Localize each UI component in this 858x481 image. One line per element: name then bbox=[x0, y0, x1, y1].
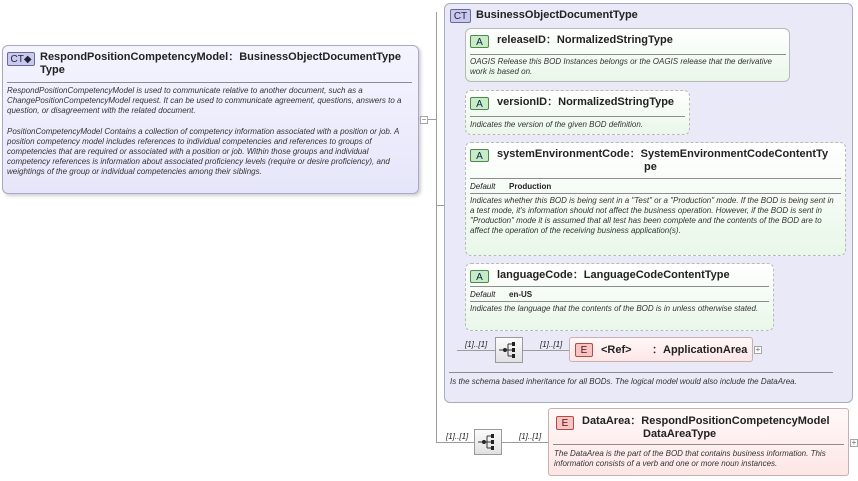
sequence-multiplicity-right: [1]..[1] bbox=[540, 340, 563, 349]
dataarea-description: The DataArea is the part of the BOD that contains business information. This information consists of a verb and one or more noun instances. bbox=[554, 449, 826, 468]
element-badge-icon: E bbox=[575, 343, 593, 357]
attribute-description: Indicates the language that the contents of the BOD is in unless otherwise stated. bbox=[470, 304, 759, 313]
element-data-area[interactable] bbox=[548, 408, 849, 476]
dataarea-multiplicity-right: [1]..[1] bbox=[519, 432, 542, 441]
root-description-2: PositionCompetencyModel Contains a collection of competency information associated with a position or job. A position competency model includes references to individual competencies and references to groups of competencies that are required or associated with a position or job. Within those groups and individual competency references is information about associated proficiency levels (require or desire proficiency), and weightings of the group or individual competencies among their siblings. bbox=[7, 127, 400, 176]
root-separator bbox=[7, 82, 412, 83]
connector-to-dataarea-seq bbox=[436, 442, 474, 443]
default-value: en-US bbox=[509, 290, 533, 299]
element-ref-label: <Ref> bbox=[601, 344, 632, 356]
element-application-area[interactable] bbox=[569, 337, 753, 362]
attribute-language-code[interactable] bbox=[465, 263, 774, 331]
attribute-title: releaseID：NormalizedStringType bbox=[497, 34, 673, 46]
bod-description: Is the schema based inheritance for all BODs. The logical model would also include the DataArea. bbox=[450, 377, 797, 386]
collapse-toggle-icon[interactable]: − bbox=[421, 115, 427, 124]
attribute-separator bbox=[470, 193, 841, 194]
connector-dataarea-seq-out bbox=[502, 442, 548, 443]
sequence-multiplicity-left: [1]..[1] bbox=[465, 340, 488, 349]
attribute-separator bbox=[470, 286, 769, 287]
root-complex-type-box[interactable] bbox=[2, 45, 419, 194]
root-type-title: RespondPositionCompetencyModel：BusinessObjectDocumentType Type bbox=[40, 51, 402, 76]
dataarea-multiplicity-left: [1]..[1] bbox=[446, 432, 469, 441]
attribute-title-line2: pe bbox=[644, 161, 657, 173]
sequence-compositor-icon[interactable] bbox=[474, 429, 502, 455]
complex-type-badge-icon: CT◆ bbox=[7, 52, 35, 66]
default-value: Production bbox=[509, 182, 552, 191]
connector-vertical-bus bbox=[436, 12, 437, 442]
connector-to-bod bbox=[436, 205, 444, 206]
connector-seq-out bbox=[523, 350, 569, 351]
attribute-title: languageCode：LanguageCodeContentType bbox=[497, 269, 730, 281]
attribute-description: Indicates whether this BOD is being sent in a "Test" or a "Production" mode. If the BOD is being sent in a test mode, it's information should not affect the business operation. However, if the BOD is sent in "Production" mode it is assumed that all test has been complete and the contents of the BOD are to affect the operation of the receiving business application(s). bbox=[470, 196, 834, 235]
dataarea-title-line2: DataAreaType bbox=[643, 428, 717, 440]
attribute-description: Indicates the version of the given BOD definition. bbox=[470, 120, 643, 129]
element-badge-icon: E bbox=[556, 416, 574, 430]
root-description-1: RespondPositionCompetencyModel is used to communicate relative to another document, such as a ChangePositionCompetencyModel request. It can be used to communicate agreement, questions, answers to a question, or disagreement with the related document. bbox=[7, 86, 402, 115]
sequence-compositor-icon[interactable] bbox=[495, 337, 523, 363]
connector-seq-in bbox=[457, 350, 495, 351]
attribute-title: versionID：NormalizedStringType bbox=[497, 96, 675, 108]
dataarea-title-line1: DataArea：RespondPositionCompetencyModel bbox=[582, 415, 830, 427]
business-object-document-type-box[interactable] bbox=[444, 3, 853, 403]
complex-type-badge-icon: CT bbox=[450, 9, 471, 23]
bod-type-title: BusinessObjectDocumentType bbox=[476, 9, 638, 21]
attribute-badge-icon: A bbox=[470, 270, 489, 283]
attribute-separator bbox=[470, 301, 769, 302]
attribute-system-environment-code[interactable] bbox=[465, 142, 846, 256]
expand-toggle-icon[interactable]: + bbox=[755, 345, 761, 354]
attribute-badge-icon: A bbox=[470, 35, 489, 48]
attribute-separator bbox=[470, 116, 685, 117]
bod-separator bbox=[449, 372, 833, 373]
attribute-title-line1: systemEnvironmentCode：SystemEnvironmentCodeContentTy bbox=[497, 148, 829, 160]
attribute-description: OAGIS Release this BOD Instances belongs or the OAGIS release that the derivative work is based on. bbox=[470, 57, 772, 76]
default-label: Default bbox=[470, 290, 496, 299]
attribute-version-id[interactable] bbox=[465, 90, 690, 135]
attribute-separator bbox=[470, 54, 786, 55]
default-label: Default bbox=[470, 182, 496, 191]
attribute-release-id[interactable] bbox=[465, 28, 790, 82]
expand-toggle-icon[interactable]: + bbox=[851, 438, 857, 447]
attribute-badge-icon: A bbox=[470, 149, 489, 162]
element-title: ：ApplicationArea bbox=[652, 344, 748, 356]
attribute-separator bbox=[470, 178, 841, 179]
dataarea-separator bbox=[553, 444, 844, 445]
attribute-badge-icon: A bbox=[470, 97, 489, 110]
